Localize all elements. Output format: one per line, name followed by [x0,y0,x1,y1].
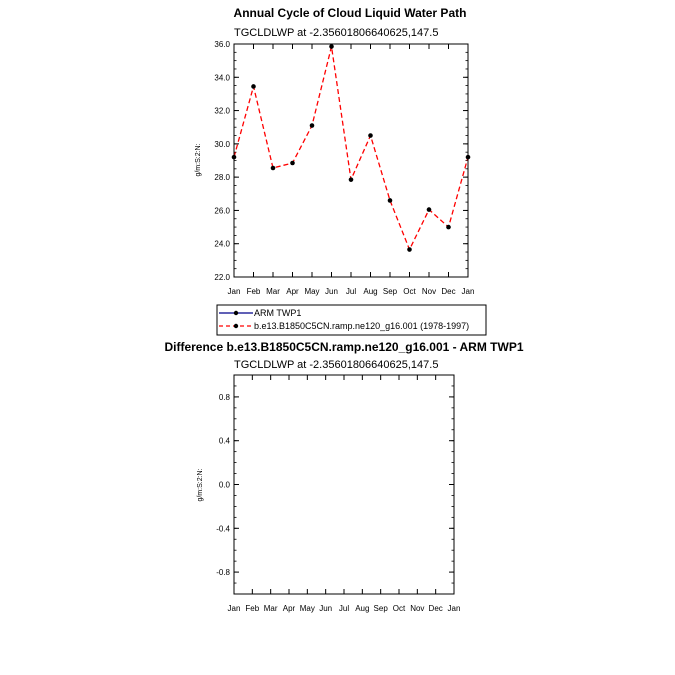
top-series-line [234,46,468,249]
top-data-point [310,123,315,128]
bottom-xtick-label: Dec [428,604,443,613]
top-xtick-label: Jan [227,287,241,296]
top-data-point [427,207,432,212]
legend [217,305,486,335]
bottom-xtick-label: Jul [338,604,350,613]
top-xtick-label: Aug [363,287,378,296]
bottom-ytick-label: -0.8 [216,568,230,578]
bottom-xtick-label: Aug [355,604,370,613]
top-ytick-label: 24.0 [214,239,230,249]
top-ytick-label: 32.0 [214,106,230,116]
top-xtick-label: May [304,287,320,296]
top-data-point [329,44,334,49]
bottom-xtick-label: Sep [373,604,388,613]
top-ytick-label: 36.0 [214,40,230,49]
top-ytick-label: 30.0 [214,139,230,149]
top-data-point [407,247,412,252]
bottom-x-ticks [228,375,461,613]
top-xtick-label: Feb [246,287,261,296]
legend-marker-arm [234,311,238,315]
top-data-point [446,225,451,230]
top-ytick-label: 22.0 [214,273,230,282]
bottom-y-axis-label: g/m:S:2:N: [197,468,204,502]
top-xtick-label: Jan [461,287,475,296]
top-data-point [388,198,393,203]
bottom-xtick-label: Apr [282,604,296,613]
top-xtick-label: Dec [441,287,456,296]
top-xtick-label: Jun [325,287,338,296]
bottom-y-ticks [216,375,454,594]
top-xtick-label: Sep [382,287,398,296]
bottom-xtick-label: Jan [227,604,241,613]
bottom-xtick-label: Jun [319,604,333,613]
bottom-xtick-label: May [299,604,315,613]
legend-label-model: b.e13.B1850C5CN.ramp.ne120_g16.001 (1978-1997) [254,321,470,331]
top-x-ticks [228,44,475,296]
bottom-xtick-label: Nov [410,604,425,613]
bottom-xtick-label: Oct [392,604,406,613]
top-plot-frame [234,44,468,277]
top-xtick-label: Oct [403,287,416,296]
top-ytick-label: 34.0 [214,73,230,83]
bottom-xtick-label: Feb [245,604,260,613]
top-xtick-label: Nov [421,287,437,296]
bottom-xtick-label: Jan [447,604,461,613]
top-xtick-label: Mar [266,287,280,296]
top-xtick-label: Jul [345,287,357,296]
top-data-point [290,161,295,166]
top-series-group [232,44,471,252]
top-y-ticks [214,40,468,282]
bottom-chart-title: Difference b.e13.B1850C5CN.ramp.ne120_g16.001 - ARM TWP1 [164,340,524,354]
bottom-ytick-label: 0.0 [218,480,230,490]
bottom-ytick-label: -0.4 [216,524,230,534]
top-chart-title: Annual Cycle of Cloud Liquid Water Path [233,6,467,20]
top-data-point [251,84,256,89]
legend-label-arm: ARM TWP1 [254,308,302,318]
top-data-point [271,166,276,171]
bottom-plot-frame [234,375,454,594]
bottom-ytick-label: 0.4 [218,436,230,446]
top-y-axis-label: g/m:S:2:N: [195,143,202,177]
legend-marker-model [234,324,238,328]
top-data-point [349,177,354,182]
top-chart-subtitle: TGCLDLWP at -2.35601806640625,147.5 [234,27,439,39]
bottom-xtick-label: Mar [263,604,278,613]
bottom-ytick-label: 0.8 [218,392,230,402]
bottom-chart-subtitle: TGCLDLWP at -2.35601806640625,147.5 [234,359,439,371]
top-ytick-label: 26.0 [214,206,230,216]
top-xtick-label: Apr [286,287,299,296]
top-data-point [368,133,373,138]
top-ytick-label: 28.0 [214,173,230,183]
